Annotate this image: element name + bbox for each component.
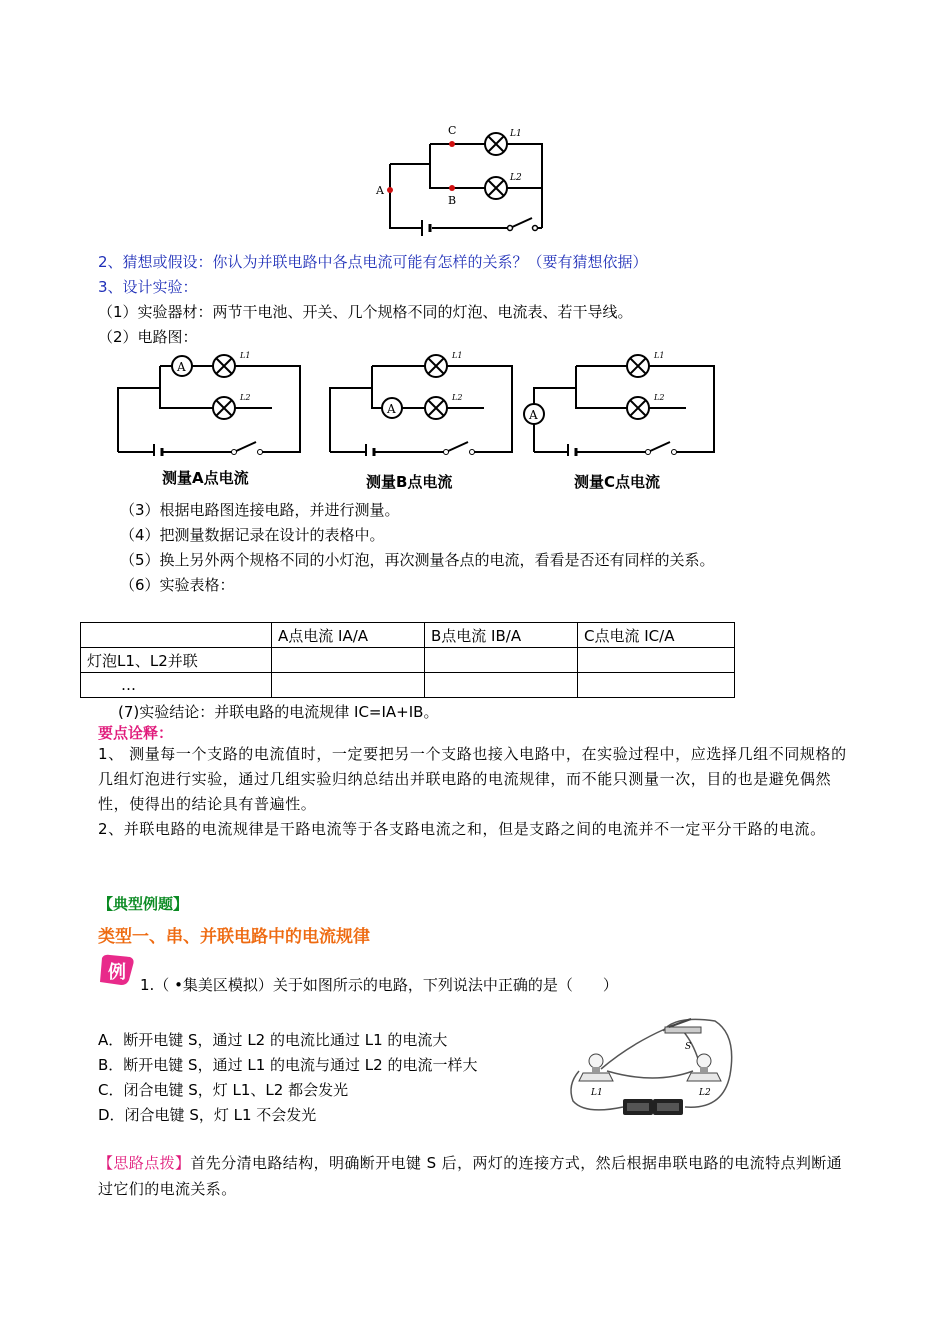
hint-text: 首先分清电路结构，明确断开电键 S 后，两灯的连接方式，然后根据串联电路的电流特点判断通过它们的电流关系。 bbox=[98, 1154, 843, 1198]
conclusion: (7)实验结论：并联电路的电流规律 IC=IA+IB。 bbox=[118, 703, 439, 721]
option-c: C．闭合电键 S，灯 L1、L2 都会发光 bbox=[98, 1081, 349, 1099]
svg-text:L2: L2 bbox=[654, 393, 665, 402]
table-header-cell bbox=[81, 623, 272, 648]
caption-measure-a: 测量A点电流 bbox=[162, 469, 249, 487]
key-point-1: 1、 测量每一个支路的电流值时，一定要把另一个支路也接入电路中，在实验过程中，应选择几组不同规格的几组灯泡进行实验，通过几组实验归纳总结出并联电路的电流规律，而不能只测量一次，目的也是避免偶然性，使得出的结论具有普遍性。 bbox=[98, 745, 847, 813]
label-b: B bbox=[448, 194, 457, 207]
svg-text:A: A bbox=[177, 360, 186, 374]
section3-title: 3、设计实验： bbox=[98, 278, 198, 296]
option-a: A．断开电键 S，通过 L2 的电流比通过 L1 的电流大 bbox=[98, 1031, 448, 1049]
ammeter-icon bbox=[172, 356, 192, 376]
hint-label: 【思路点拨】 bbox=[98, 1154, 191, 1172]
step-5: （5）换上另外两个规格不同的小灯泡，再次测量各点的电流，看看是否还有同样的关系。 bbox=[120, 551, 715, 569]
circuit-measure-a bbox=[110, 346, 310, 456]
battery-icon bbox=[623, 1099, 683, 1115]
point-b-marker bbox=[449, 185, 455, 191]
label-a: A bbox=[376, 184, 384, 197]
table-header-cell: A点电流 IA/A bbox=[272, 623, 425, 648]
svg-text:A: A bbox=[387, 402, 396, 416]
table-cell: … bbox=[81, 673, 272, 698]
lamp-icon bbox=[627, 397, 649, 419]
table-cell bbox=[578, 648, 735, 673]
section2-text: 2、猜想或假设：你认为并联电路中各点电流可能有怎样的关系？（要有猜想依据） bbox=[98, 253, 648, 271]
svg-text:L1: L1 bbox=[654, 351, 665, 360]
hint-block bbox=[98, 1150, 856, 1202]
table-cell bbox=[425, 673, 578, 698]
ammeter-icon bbox=[524, 404, 544, 424]
table-cell: 灯泡L1、L2并联 bbox=[81, 648, 272, 673]
ammeter-icon bbox=[382, 398, 402, 418]
top-parallel-circuit-figure bbox=[370, 120, 585, 242]
key-points-title: 要点诠释： bbox=[98, 724, 174, 742]
lamp-l2-icon bbox=[485, 177, 507, 199]
lamp-base-l1-icon bbox=[579, 1054, 613, 1098]
caption-measure-b: 测量B点电流 bbox=[366, 473, 453, 491]
point-c-marker bbox=[449, 141, 455, 147]
svg-text:L1: L1 bbox=[452, 351, 463, 360]
examples-heading: 【典型例题】 bbox=[98, 895, 189, 913]
question-text: 1.（ •集美区模拟）关于如图所示的电路，下列说法中正确的是（ ） bbox=[140, 976, 618, 994]
svg-text:A: A bbox=[529, 408, 538, 422]
svg-text:L1: L1 bbox=[240, 351, 251, 360]
step-6: （6）实验表格： bbox=[120, 576, 235, 594]
section3-item2: （2）电路图： bbox=[98, 328, 198, 346]
table-cell bbox=[578, 673, 735, 698]
step-4: （4）把测量数据记录在设计的表格中。 bbox=[120, 526, 385, 544]
svg-text:L1: L1 bbox=[591, 1088, 603, 1098]
section3-item1: （1）实验器材：两节干电池、开关、几个规格不同的灯泡、电流表、若干导线。 bbox=[98, 303, 633, 321]
svg-text:S: S bbox=[685, 1042, 692, 1052]
table-row bbox=[81, 648, 735, 673]
lamp-icon bbox=[213, 397, 235, 419]
table-row bbox=[81, 673, 735, 698]
table-header-cell: B点电流 IB/A bbox=[425, 623, 578, 648]
circuit-measure-b bbox=[322, 346, 522, 456]
table-cell bbox=[272, 648, 425, 673]
svg-text:L2: L2 bbox=[699, 1088, 711, 1098]
key-point-2: 2、并联电路的电流规律是干路电流等于各支路电流之和，但是支路之间的电流并不一定平分干路的电流。 bbox=[98, 820, 826, 838]
point-a-marker bbox=[387, 187, 393, 193]
experiment-table bbox=[80, 622, 735, 698]
lamp-icon bbox=[425, 355, 447, 377]
physical-circuit-figure bbox=[565, 1015, 740, 1125]
table-cell bbox=[425, 648, 578, 673]
table-header-row bbox=[81, 623, 735, 648]
lamp-l1-icon bbox=[485, 133, 507, 155]
type-title: 类型一、串、并联电路中的电流规律 bbox=[98, 927, 370, 947]
option-b: B．断开电键 S，通过 L1 的电流与通过 L2 的电流一样大 bbox=[98, 1056, 478, 1074]
label-l1: L1 bbox=[510, 129, 522, 139]
table-cell bbox=[272, 673, 425, 698]
option-d: D．闭合电键 S，灯 L1 不会发光 bbox=[98, 1106, 317, 1124]
label-c: C bbox=[448, 124, 457, 137]
lamp-icon bbox=[213, 355, 235, 377]
svg-text:L2: L2 bbox=[240, 393, 251, 402]
lamp-icon bbox=[627, 355, 649, 377]
circuit-measure-c bbox=[520, 346, 720, 456]
example-badge-icon bbox=[96, 952, 136, 988]
caption-measure-c: 测量C点电流 bbox=[574, 473, 661, 491]
table-header-cell: C点电流 IC/A bbox=[578, 623, 735, 648]
lamp-icon bbox=[425, 397, 447, 419]
svg-text:L2: L2 bbox=[452, 393, 463, 402]
lamp-base-l2-icon bbox=[687, 1054, 721, 1098]
step-3: （3）根据电路图连接电路，并进行测量。 bbox=[120, 501, 400, 519]
label-l2: L2 bbox=[510, 173, 522, 183]
svg-text:例: 例 bbox=[108, 962, 126, 983]
